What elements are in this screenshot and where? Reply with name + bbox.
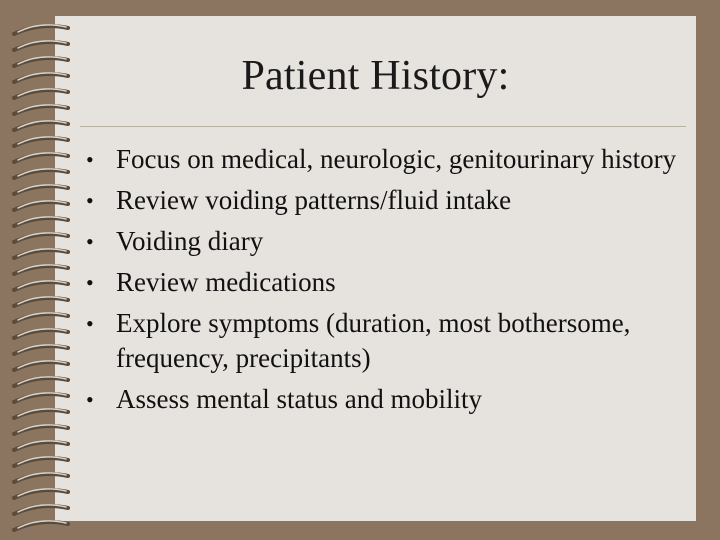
bullet-item bbox=[86, 183, 686, 218]
slide-title: Patient History: bbox=[241, 53, 510, 99]
bullet-item bbox=[86, 224, 686, 259]
bullet-item bbox=[86, 382, 686, 417]
bullet-icon: • bbox=[86, 387, 94, 412]
bullet-text: Review voiding patterns/fluid intake bbox=[116, 185, 512, 215]
bullet-text: Voiding diary bbox=[116, 226, 264, 256]
bullet-item bbox=[86, 265, 686, 300]
bullet-text: Focus on medical, neurologic, genitourinary history bbox=[116, 144, 677, 174]
bullet-icon: • bbox=[86, 229, 94, 254]
title-divider bbox=[80, 126, 686, 127]
bullet-item bbox=[86, 306, 686, 376]
bullet-item bbox=[86, 142, 686, 177]
bullet-icon: • bbox=[86, 147, 94, 172]
bullet-list bbox=[86, 142, 686, 423]
bullet-icon: • bbox=[86, 311, 94, 336]
bullet-text: Review medications bbox=[116, 267, 336, 297]
bullet-text: Assess mental status and mobility bbox=[116, 384, 482, 414]
bullet-icon: • bbox=[86, 188, 94, 213]
bullet-text: Explore symptoms (duration, most bothersome, frequency, precipitants) bbox=[116, 308, 631, 373]
bullet-icon: • bbox=[86, 270, 94, 295]
